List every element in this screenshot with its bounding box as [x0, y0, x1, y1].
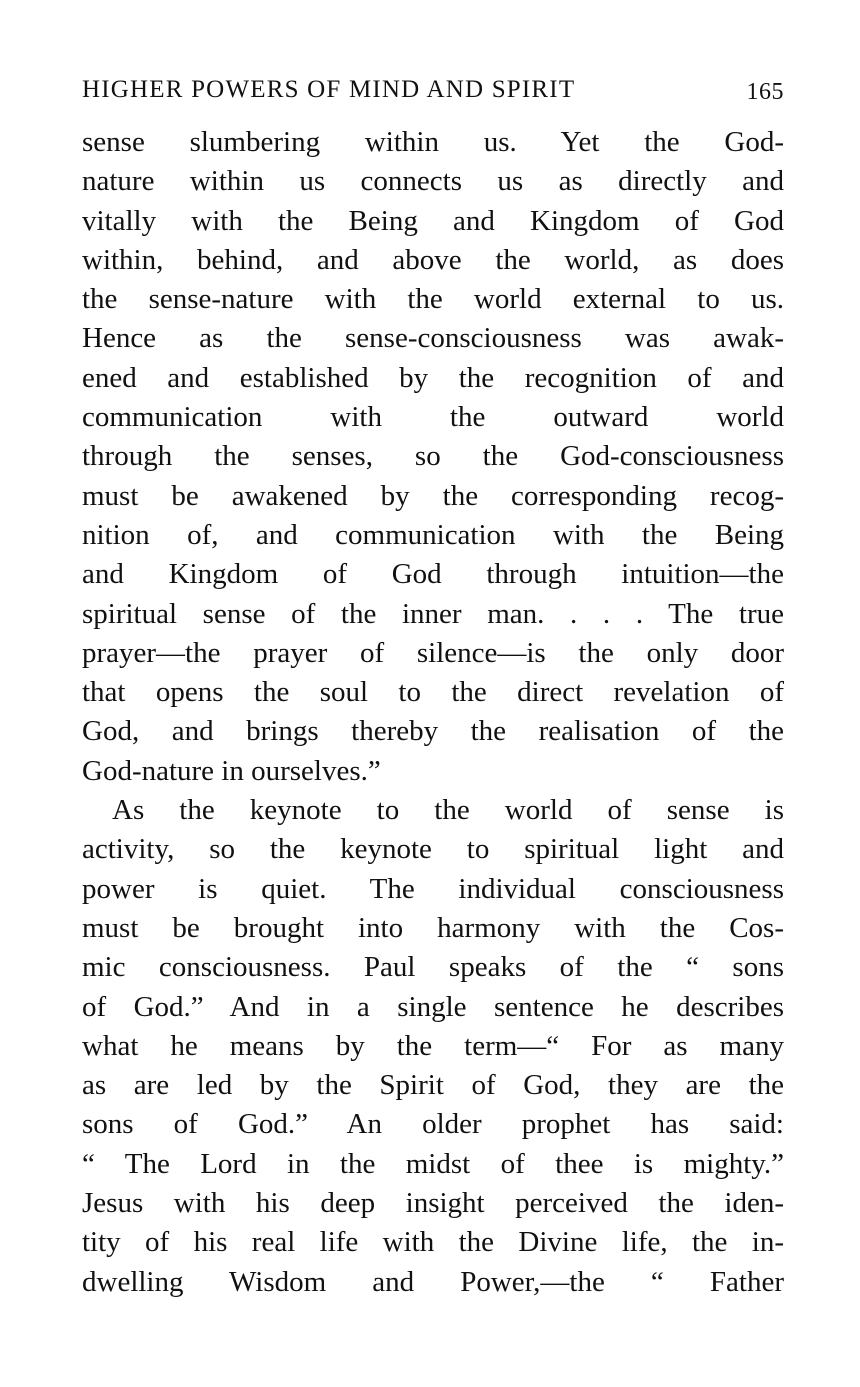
- text-line: Jesus with his deep insight perceived the iden-: [82, 1187, 784, 1220]
- text-line: within, behind, and above the world, as does: [82, 243, 784, 276]
- body-text: [82, 123, 784, 1302]
- running-head: [82, 70, 784, 110]
- text-line: mic consciousness. Paul speaks of the “ sons: [82, 951, 784, 984]
- text-line: God-nature in ourselves.”: [82, 754, 381, 787]
- text-line: As the keynote to the world of sense is: [112, 794, 784, 827]
- text-line: spiritual sense of the inner man. . . . The true: [82, 597, 784, 630]
- text-line: communication with the outward world: [82, 401, 784, 434]
- text-line: the sense-nature with the world external to us.: [82, 283, 784, 316]
- text-line: “ The Lord in the midst of thee is mighty.”: [82, 1147, 784, 1180]
- text-line: Hence as the sense-consciousness was awak-: [82, 322, 784, 355]
- page-number: 165: [746, 79, 784, 105]
- text-line: God, and brings thereby the realisation of the: [82, 715, 784, 748]
- text-line: of God.” And in a single sentence he describes: [82, 990, 784, 1023]
- text-line: vitally with the Being and Kingdom of God: [82, 204, 784, 237]
- text-line: what he means by the term—“ For as many: [82, 1029, 784, 1062]
- text-line: prayer—the prayer of silence—is the only door: [82, 636, 784, 669]
- text-line: dwelling Wisdom and Power,—the “ Father: [82, 1265, 784, 1298]
- text-line: as are led by the Spirit of God, they are the: [82, 1069, 784, 1102]
- text-line: nature within us connects us as directly and: [82, 165, 784, 198]
- text-line: sons of God.” An older prophet has said:: [82, 1108, 784, 1141]
- text-line: tity of his real life with the Divine life, the in-: [82, 1226, 784, 1259]
- text-line: must be awakened by the corresponding recog-: [82, 479, 784, 512]
- text-line: and Kingdom of God through intuition—the: [82, 558, 784, 591]
- text-line: that opens the soul to the direct revelation of: [82, 676, 784, 709]
- text-line: nition of, and communication with the Being: [82, 518, 784, 551]
- text-line: sense slumbering within us. Yet the God-: [82, 126, 784, 158]
- running-head-title: HIGHER POWERS OF MIND AND SPIRIT: [82, 76, 576, 103]
- text-line: activity, so the keynote to spiritual light and: [82, 833, 784, 866]
- text-line: through the senses, so the God-consciousness: [82, 440, 784, 473]
- text-line: ened and established by the recognition of and: [82, 361, 784, 394]
- text-line: power is quiet. The individual consciousness: [82, 872, 784, 905]
- text-line: must be brought into harmony with the Cos-: [82, 911, 784, 944]
